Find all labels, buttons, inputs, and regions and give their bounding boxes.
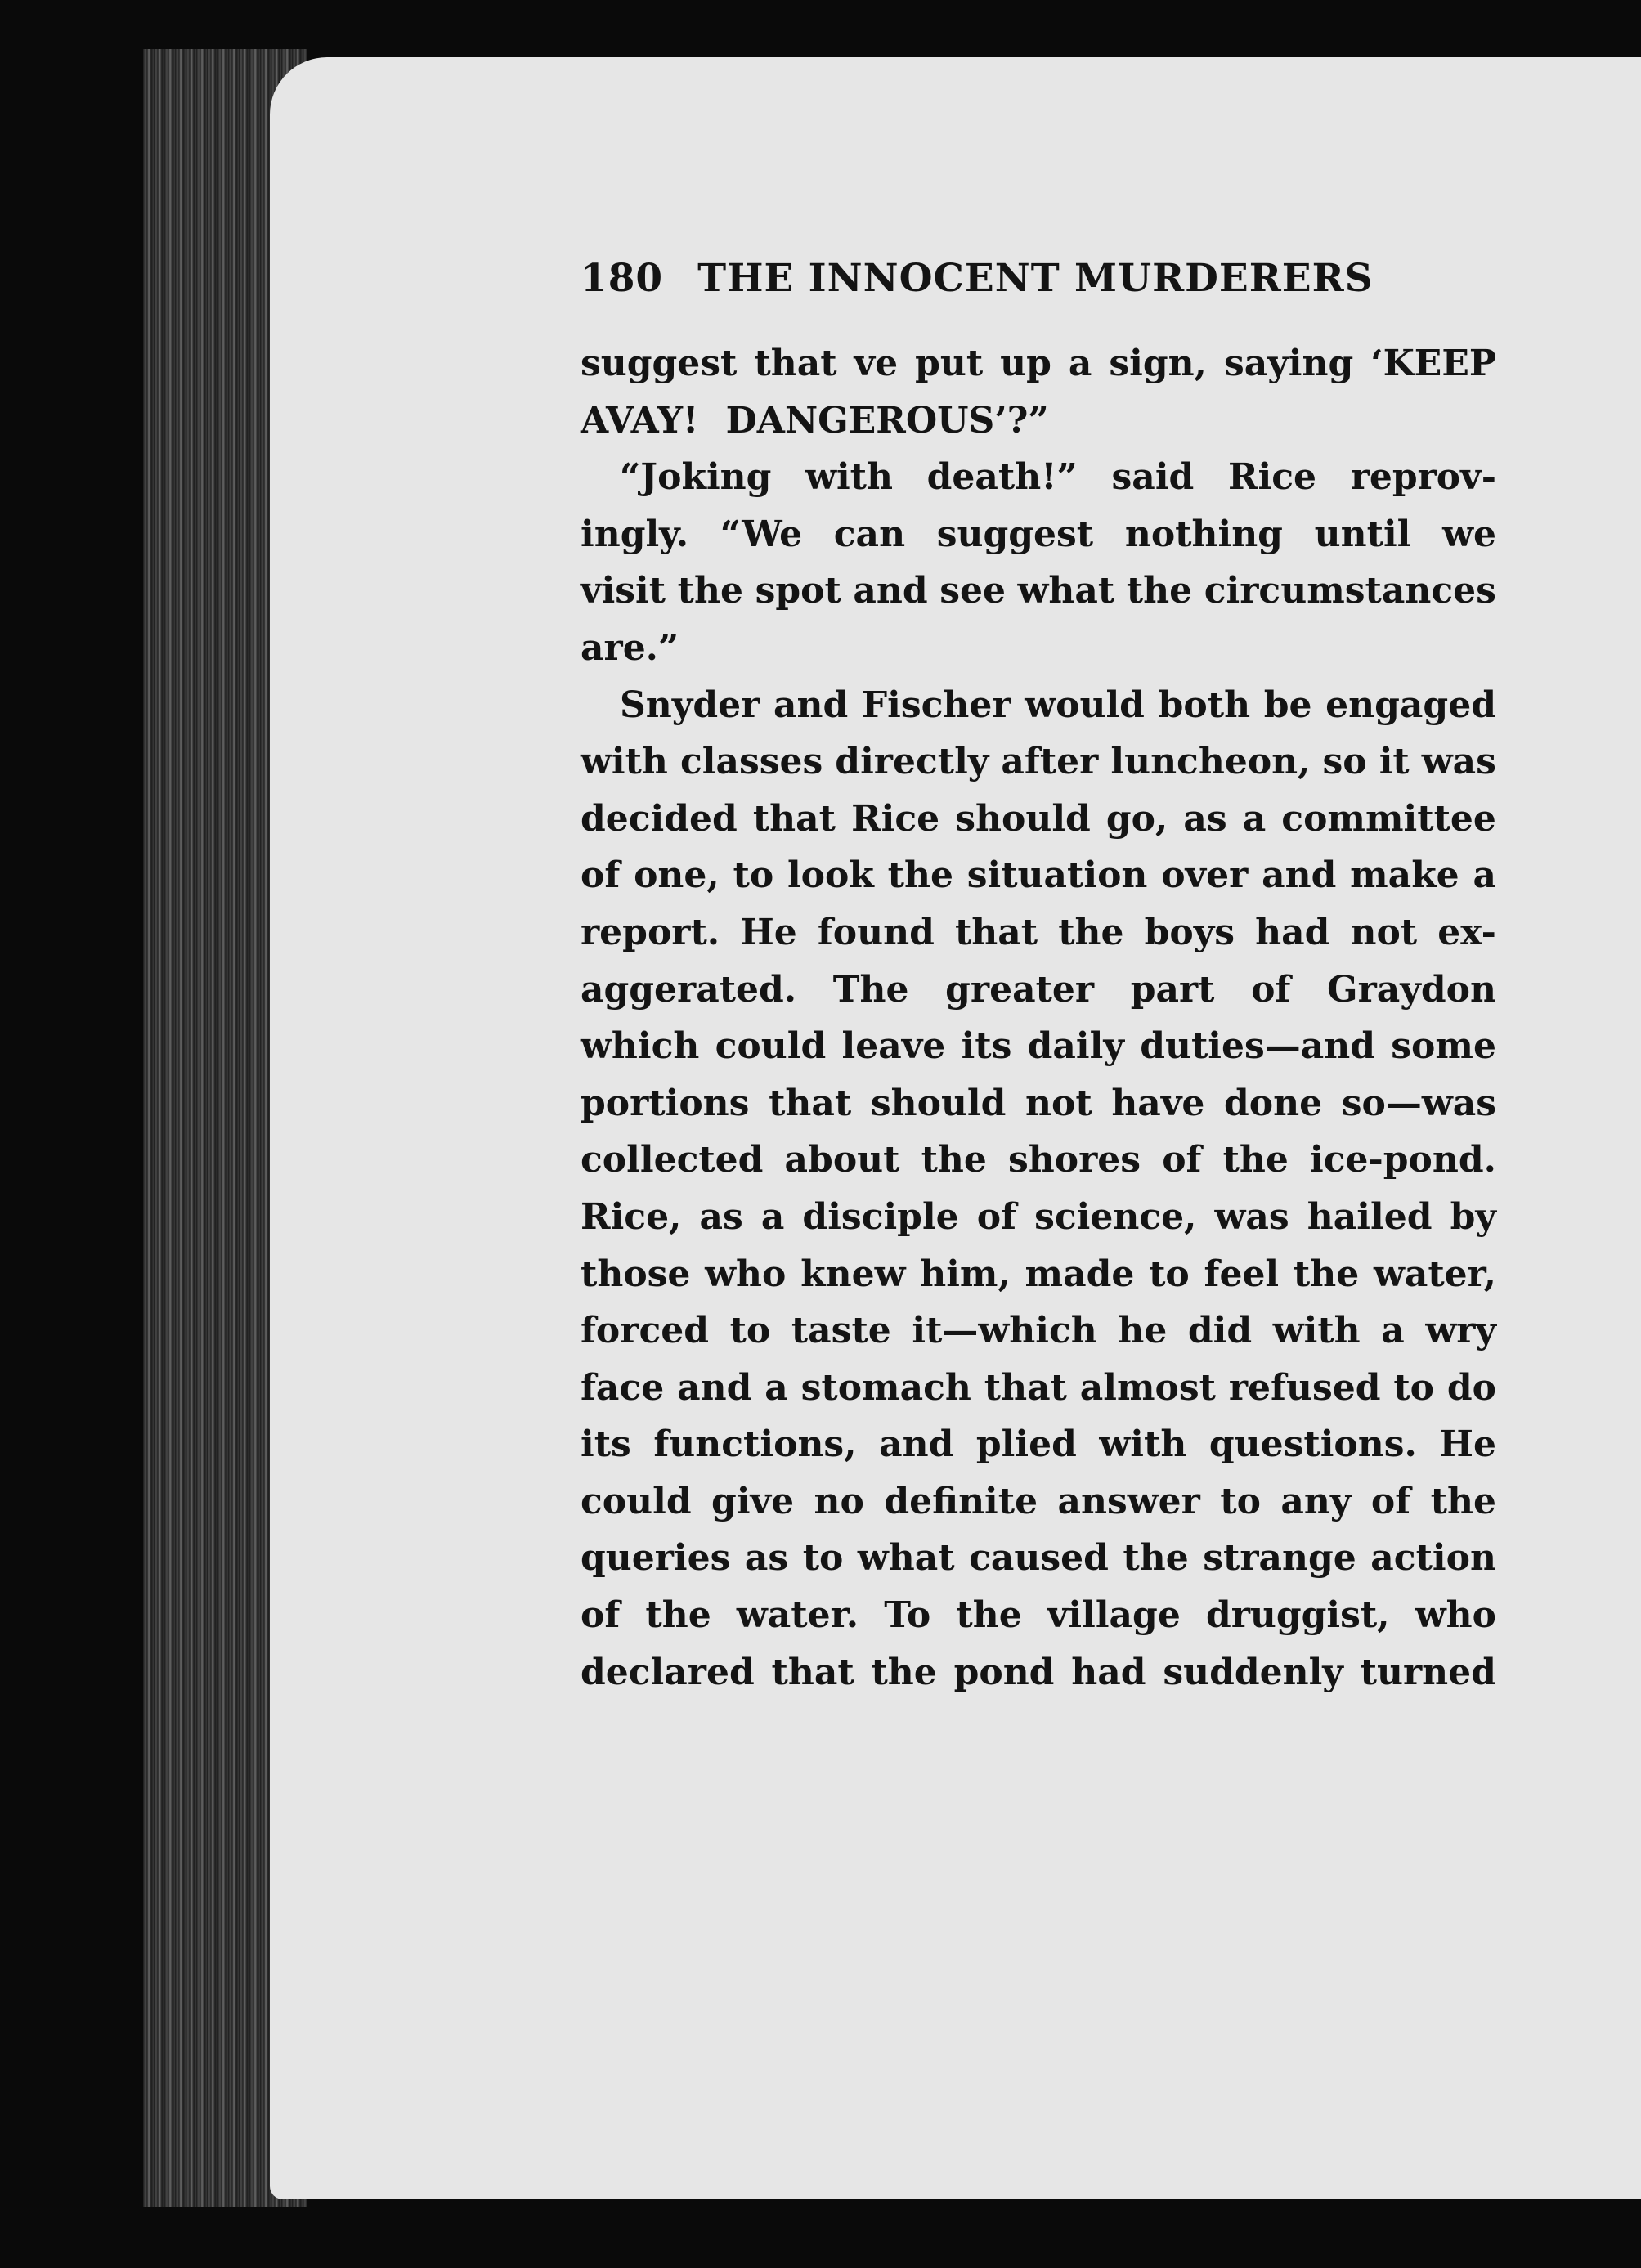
page-number: 180: [581, 256, 664, 301]
text-line: face and a stomach that almost refused to do: [581, 1366, 1496, 1409]
text-line: Snyder and Fischer would both be engaged: [620, 684, 1496, 726]
text-line: of the water. To the village druggist, who: [581, 1594, 1496, 1637]
text-line: are.”: [581, 626, 679, 669]
text-line: its functions, and plied with questions. He: [581, 1423, 1496, 1466]
text-line: aggerated. The greater part of Graydon: [581, 968, 1496, 1011]
running-title: THE INNOCENT MURDERERS: [697, 256, 1374, 301]
text-line: forced to taste it—which he did with a wry: [581, 1310, 1496, 1352]
text-line: decided that Rice should go, as a committee: [581, 797, 1496, 840]
text-line: “Joking with death!” said Rice reprov-: [620, 456, 1496, 499]
text-line: collected about the shores of the ice-pond.: [581, 1139, 1496, 1181]
text-line: could give no definite answer to any of the: [581, 1480, 1496, 1522]
body-text: [581, 335, 1496, 1701]
text-line: suggest that ve put up a sign, saying ‘KEEP: [581, 343, 1496, 384]
text-line: declared that the pond had suddenly turned: [581, 1651, 1496, 1693]
text-line: ingly. “We can suggest nothing until we: [581, 513, 1496, 555]
running-header: [581, 256, 1439, 301]
text-line: report. He found that the boys had not ex-: [581, 911, 1496, 953]
text-line: AVAY! DANGEROUS’?”: [581, 399, 1049, 441]
text-line: portions that should not have done so—was: [581, 1082, 1496, 1124]
text-line: of one, to look the situation over and make a: [581, 854, 1496, 897]
text-line: visit the spot and see what the circumstances: [581, 570, 1496, 612]
text-line: with classes directly after luncheon, so it was: [581, 741, 1496, 783]
text-line: those who knew him, made to feel the water,: [581, 1253, 1496, 1295]
text-line: which could leave its daily duties—and some: [581, 1025, 1496, 1068]
text-line: Rice, as a disciple of science, was hailed by: [581, 1195, 1496, 1238]
text-line: queries as to what caused the strange action: [581, 1537, 1496, 1580]
